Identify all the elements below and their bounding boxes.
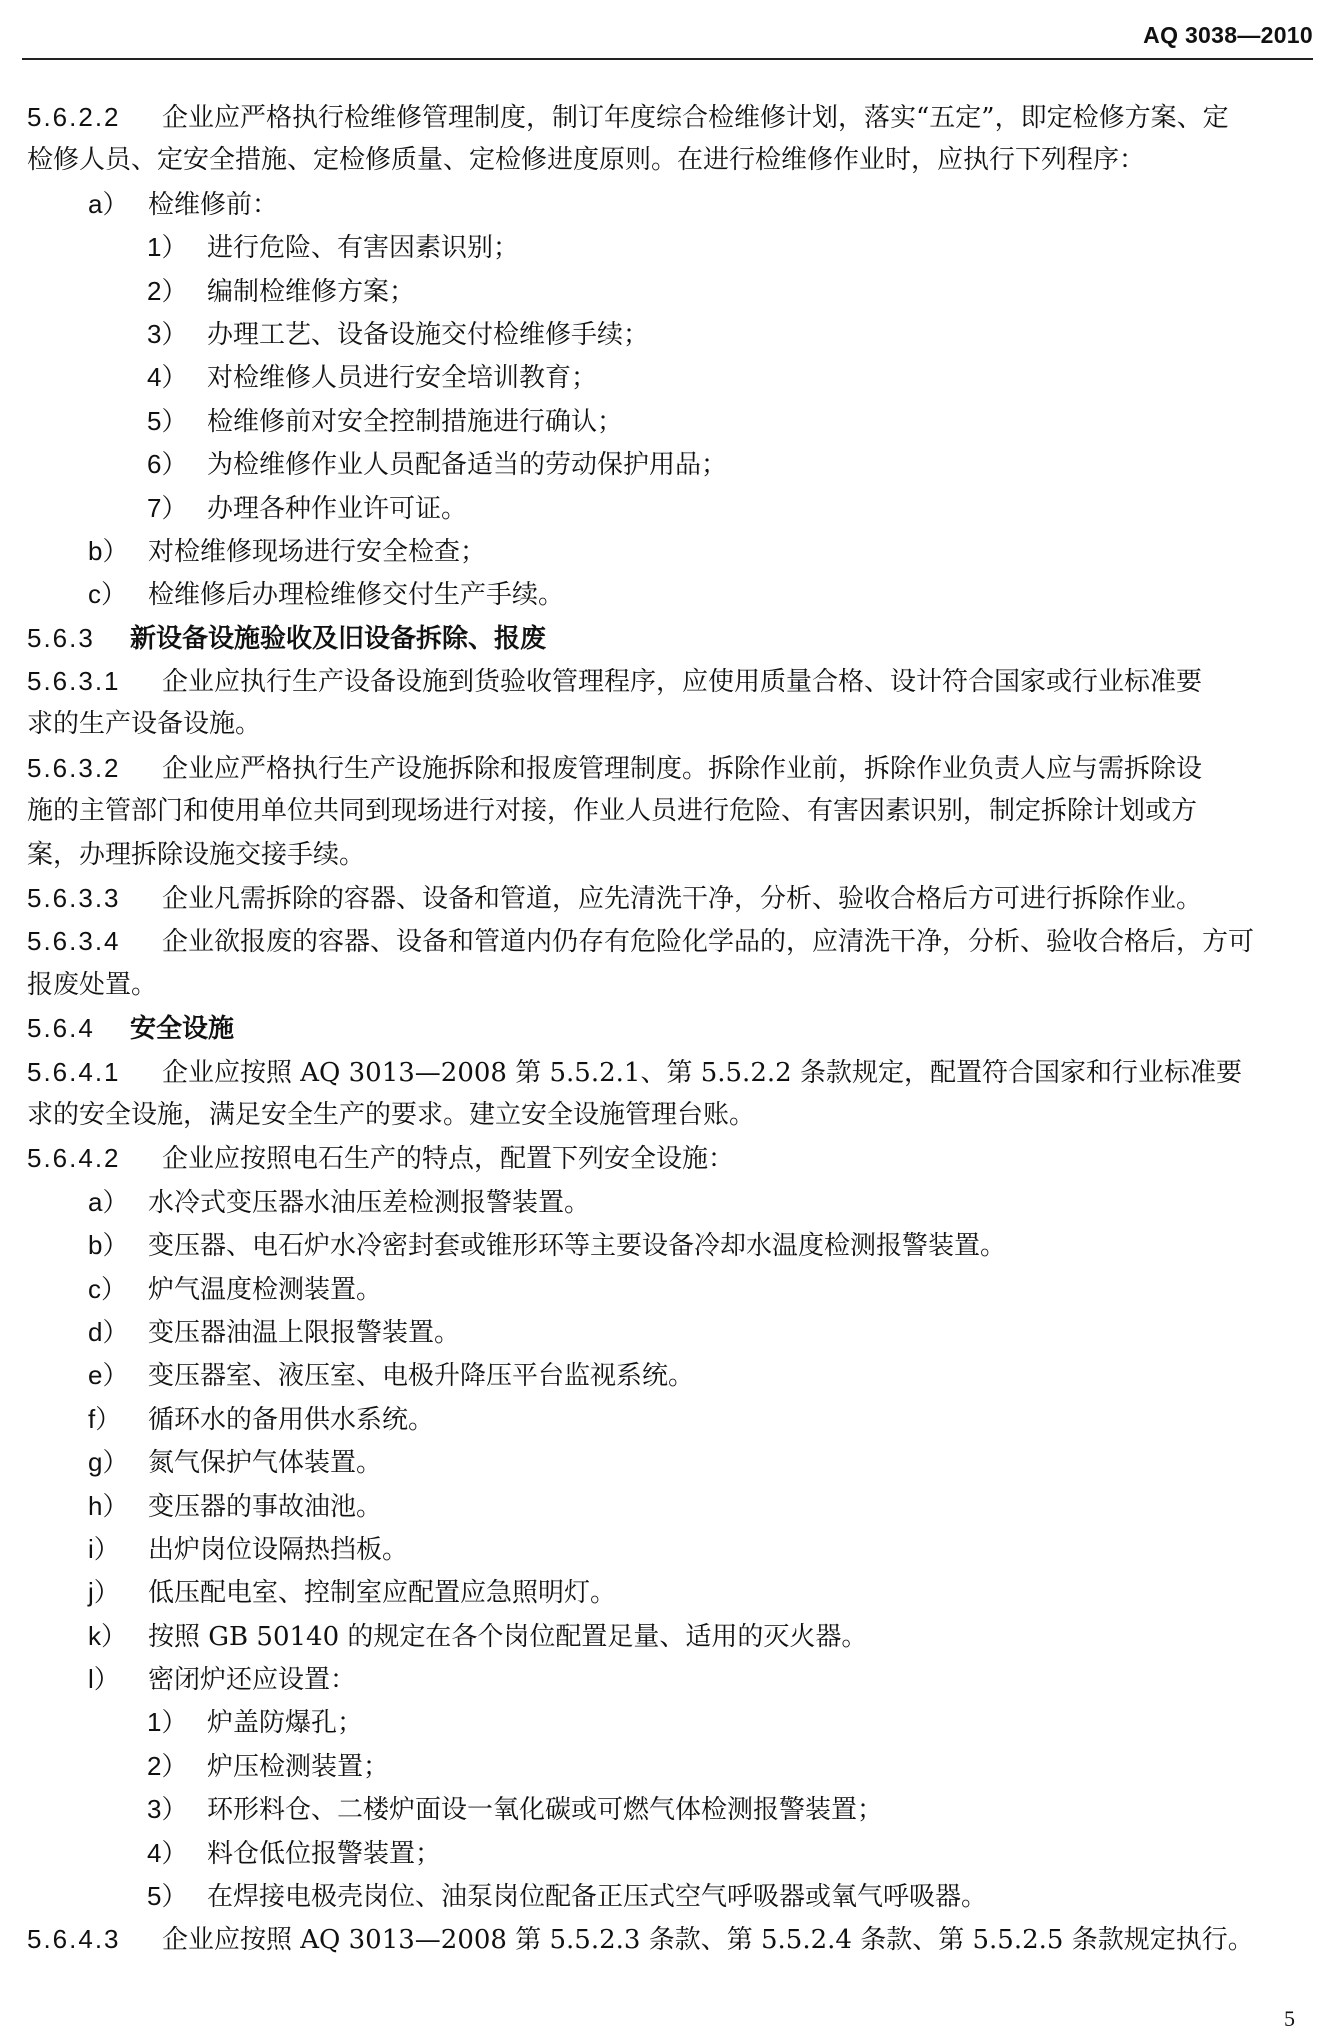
clause-line bbox=[27, 877, 1307, 920]
page-number: 5 bbox=[1284, 2006, 1295, 2031]
list-item-text: 对检维修现场进行安全检查； bbox=[148, 536, 487, 567]
section-heading bbox=[27, 617, 1307, 660]
clause-number: 5.6.4.3 bbox=[27, 1924, 121, 1955]
list-marker: e） bbox=[88, 1360, 129, 1391]
list-marker: l） bbox=[88, 1664, 120, 1695]
list-item-text: 检维修前对安全控制措施进行确认； bbox=[207, 406, 624, 437]
section-heading bbox=[27, 1007, 1307, 1050]
list-marker: 4） bbox=[147, 1837, 188, 1868]
section-title: 安全设施 bbox=[130, 1014, 235, 1045]
list-item-text: 氮气保护气体装置。 bbox=[148, 1448, 383, 1479]
list-marker: 1） bbox=[147, 232, 188, 263]
standard-code-header: AQ 3038—2010 bbox=[1143, 22, 1313, 48]
sub-list-item bbox=[27, 400, 1307, 443]
list-marker: 2） bbox=[147, 275, 188, 306]
continuation-line: 施的主管部门和使用单位共同到现场进行对接，作业人员进行危险、有害因素识别，制定拆除计划或方 bbox=[27, 796, 1198, 827]
list-marker: k） bbox=[88, 1620, 128, 1651]
sub-list-item bbox=[27, 1832, 1307, 1875]
clause-line bbox=[27, 1918, 1307, 1961]
clause-number: 5.6.4.2 bbox=[27, 1143, 121, 1174]
clause-number: 5.6.2.2 bbox=[27, 102, 121, 132]
list-marker: 2） bbox=[147, 1750, 188, 1781]
sub-list-item bbox=[27, 1701, 1307, 1744]
list-item bbox=[27, 1441, 1307, 1484]
list-item-text: 变压器油温上限报警装置。 bbox=[148, 1317, 461, 1348]
list-item bbox=[27, 1181, 1307, 1224]
sub-list-item bbox=[27, 1745, 1307, 1788]
clause-line bbox=[27, 920, 1307, 963]
continuation-line: 求的安全设施，满足安全生产的要求。建立安全设施管理台账。 bbox=[27, 1099, 756, 1130]
clause-number: 5.6.3.2 bbox=[27, 752, 121, 783]
list-item-text: 进行危险、有害因素识别； bbox=[207, 233, 520, 264]
sub-list-item bbox=[27, 1875, 1307, 1918]
continuation-line: 案，办理拆除设施交接手续。 bbox=[27, 839, 366, 870]
list-marker: 1） bbox=[147, 1707, 188, 1738]
list-item bbox=[27, 1528, 1307, 1571]
list-item bbox=[27, 1615, 1307, 1658]
list-item bbox=[27, 530, 1307, 573]
list-marker: g） bbox=[88, 1447, 129, 1478]
list-item bbox=[27, 573, 1307, 616]
header-rule bbox=[22, 58, 1313, 60]
list-item-text: 对检维修人员进行安全培训教育； bbox=[207, 363, 598, 394]
clause-text: 企业应严格执行检维修管理制度，制订年度综合检维修计划，落实“五定”，即定检修方案、定 bbox=[162, 103, 1229, 133]
list-item-text: 密闭炉还应设置： bbox=[148, 1665, 357, 1696]
clause-line bbox=[27, 96, 1307, 139]
list-marker: h） bbox=[88, 1490, 129, 1521]
clause-line bbox=[27, 1051, 1307, 1094]
continuation-line: 报废处置。 bbox=[27, 969, 158, 1000]
list-item-text: 按照 GB 50140 的规定在各个岗位配置足量、适用的灭火器。 bbox=[148, 1621, 868, 1652]
clause-text: 企业凡需拆除的容器、设备和管道，应先清洗干净，分析、验收合格后方可进行拆除作业。 bbox=[162, 884, 1203, 915]
continuation-line: 求的生产设备设施。 bbox=[27, 709, 262, 740]
list-item-text: 办理工艺、设备设施交付检维修手续； bbox=[207, 319, 650, 350]
list-marker: b） bbox=[88, 1230, 129, 1261]
list-item bbox=[27, 1224, 1307, 1267]
sub-list-item bbox=[27, 270, 1307, 313]
list-item-text: 水冷式变压器水油压差检测报警装置。 bbox=[148, 1187, 591, 1218]
clause-text: 企业欲报废的容器、设备和管道内仍存有危险化学品的，应清洗干净，分析、验收合格后，方可 bbox=[162, 927, 1255, 958]
sub-list-item bbox=[27, 487, 1307, 530]
list-marker: 7） bbox=[147, 492, 188, 523]
list-item-text: 在焊接电极壳岗位、油泵岗位配备正压式空气呼吸器或氧气呼吸器。 bbox=[207, 1882, 988, 1913]
list-marker: c） bbox=[88, 1273, 128, 1304]
list-item bbox=[27, 183, 1307, 226]
list-marker: c） bbox=[88, 579, 128, 610]
list-item-text: 炉盖防爆孔； bbox=[207, 1708, 364, 1739]
list-marker: 5） bbox=[147, 405, 188, 436]
list-marker: 4） bbox=[147, 362, 188, 393]
clause-line bbox=[27, 660, 1307, 703]
list-item bbox=[27, 1658, 1307, 1701]
list-item-text: 为检维修作业人员配备适当的劳动保护用品； bbox=[207, 450, 728, 481]
clause-text: 企业应按照 AQ 3013—2008 第 5.5.2.3 条款、第 5.5.2.4 条款、第 5.5.2.5 条款规定执行。 bbox=[162, 1925, 1254, 1956]
list-item bbox=[27, 1311, 1307, 1354]
list-marker: 5） bbox=[147, 1881, 188, 1912]
list-marker: j） bbox=[88, 1577, 120, 1608]
clause-number: 5.6.3.3 bbox=[27, 883, 121, 914]
list-marker: b） bbox=[88, 535, 129, 566]
list-item-text: 料仓低位报警装置； bbox=[207, 1838, 442, 1869]
clause-text: 企业应按照电石生产的特点，配置下列安全设施： bbox=[162, 1144, 735, 1175]
list-item bbox=[27, 1571, 1307, 1614]
list-item-text: 炉压检测装置； bbox=[207, 1751, 390, 1782]
clause-text: 企业应执行生产设备设施到货验收管理程序，应使用质量合格、设计符合国家或行业标准要 bbox=[162, 667, 1203, 698]
list-item-text: 炉气温度检测装置。 bbox=[148, 1274, 383, 1305]
document-body bbox=[27, 96, 1307, 1962]
list-item-text: 低压配电室、控制室应配置应急照明灯。 bbox=[148, 1578, 617, 1609]
list-marker: 6） bbox=[147, 449, 188, 480]
list-item-text: 检维修前： bbox=[148, 189, 279, 220]
clause-number: 5.6.3.1 bbox=[27, 666, 121, 697]
list-item-text: 变压器的事故油池。 bbox=[148, 1491, 383, 1522]
sub-list-item bbox=[27, 356, 1307, 399]
list-item-text: 编制检维修方案； bbox=[207, 276, 416, 307]
list-item bbox=[27, 1398, 1307, 1441]
list-item-text: 变压器室、液压室、电极升降压平台监视系统。 bbox=[148, 1361, 695, 1392]
sub-list-item bbox=[27, 443, 1307, 486]
clause-number: 5.6.4.1 bbox=[27, 1056, 121, 1087]
list-marker: a） bbox=[88, 1186, 129, 1217]
sub-list-item bbox=[27, 226, 1307, 269]
list-item bbox=[27, 1354, 1307, 1397]
continuation-line: 检修人员、定安全措施、定检修质量、定检修进度原则。在进行检维修作业时，应执行下列程序： bbox=[27, 145, 1146, 176]
section-title: 新设备设施验收及旧设备拆除、报废 bbox=[130, 623, 547, 654]
list-item-text: 环形料仓、二楼炉面设一氧化碳或可燃气体检测报警装置； bbox=[207, 1795, 884, 1826]
list-item-text: 变压器、电石炉水冷密封套或锥形环等主要设备冷却水温度检测报警装置。 bbox=[148, 1231, 1007, 1262]
list-marker: a） bbox=[88, 188, 129, 219]
list-item bbox=[27, 1268, 1307, 1311]
clause-number: 5.6.4 bbox=[27, 1013, 95, 1044]
list-marker: f） bbox=[88, 1403, 122, 1434]
list-item-text: 出炉岗位设隔热挡板。 bbox=[148, 1534, 409, 1565]
list-item-text: 检维修后办理检维修交付生产手续。 bbox=[148, 580, 565, 611]
list-item bbox=[27, 1485, 1307, 1528]
list-marker: i） bbox=[88, 1533, 120, 1564]
clause-text: 企业应严格执行生产设施拆除和报废管理制度。拆除作业前，拆除作业负责人应与需拆除设 bbox=[162, 753, 1203, 784]
clause-line bbox=[27, 747, 1307, 790]
clause-number: 5.6.3 bbox=[27, 622, 95, 653]
list-item-text: 循环水的备用供水系统。 bbox=[148, 1404, 435, 1435]
list-marker: d） bbox=[88, 1316, 129, 1347]
list-marker: 3） bbox=[147, 1794, 188, 1825]
clause-number: 5.6.3.4 bbox=[27, 926, 121, 957]
clause-line bbox=[27, 1137, 1307, 1180]
sub-list-item bbox=[27, 1788, 1307, 1831]
clause-text: 企业应按照 AQ 3013—2008 第 5.5.2.1、第 5.5.2.2 条款规定，配置符合国家和行业标准要 bbox=[162, 1057, 1242, 1088]
list-item-text: 办理各种作业许可证。 bbox=[207, 493, 468, 524]
list-marker: 3） bbox=[147, 318, 188, 349]
sub-list-item bbox=[27, 313, 1307, 356]
